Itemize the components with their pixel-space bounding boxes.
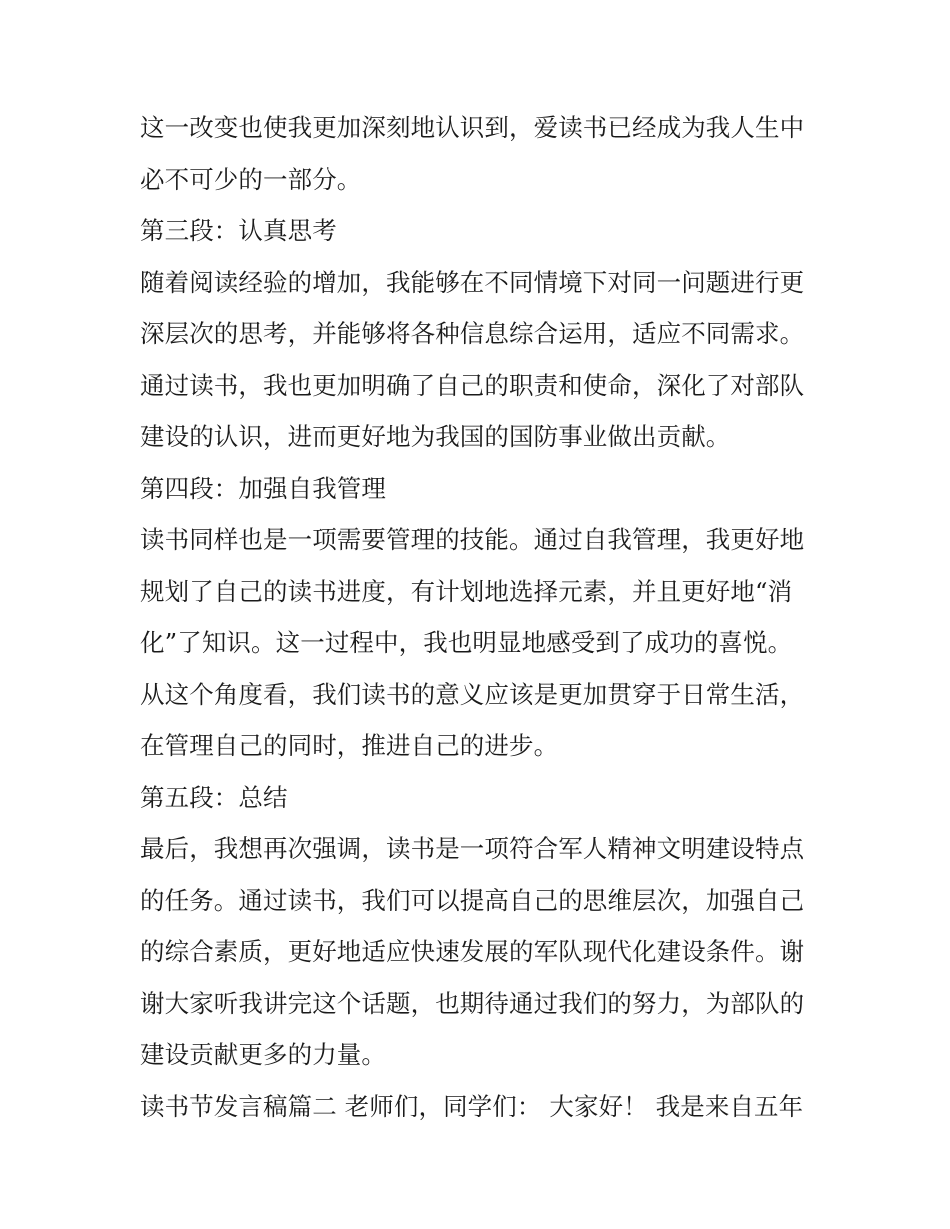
section-heading: 第三段：认真思考 [140, 216, 337, 245]
paragraph-line: 读书同样也是一项需要管理的技能。通过自我管理，我更好地 [140, 525, 805, 554]
paragraph-line: 建设的认识，进而更好地为我国的国防事业做出贡献。 [140, 422, 731, 451]
document-body [140, 102, 820, 1132]
paragraph-line: 规划了自己的读书进度，有计划地选择元素，并且更好地“消 [140, 576, 793, 606]
paragraph-line: 的综合素质，更好地适应快速发展的军队现代化建设条件。谢 [140, 937, 805, 966]
paragraph-line: 随着阅读经验的增加，我能够在不同情境下对同一问题进行更 [140, 267, 805, 297]
paragraph-line: 在管理自己的同时，推进自己的进步。 [140, 731, 559, 760]
paragraph-line: 深层次的思考，并能够将各种信息综合运用，适应不同需求。 [140, 319, 805, 348]
paragraph-line: 必不可少的一部分。 [140, 164, 362, 194]
paragraph-line: 建设贡献更多的力量。 [140, 1040, 386, 1069]
paragraph-line: 从这个角度看，我们读书的意义应该是更加贯穿于日常生活， [140, 679, 805, 709]
section-heading: 第四段：加强自我管理 [140, 473, 386, 503]
paragraph-line: 这一改变也使我更加深刻地认识到，爱读书已经成为我人生中 [140, 113, 805, 142]
paragraph-line: 通过读书，我也更加明确了自己的职责和使命，深化了对部队 [140, 370, 805, 400]
section-heading: 第五段：总结 [140, 782, 288, 812]
paragraph-line: 化”了知识。这一过程中，我也明显地感受到了成功的喜悦。 [140, 628, 793, 657]
paragraph-line: 的任务。通过读书，我们可以提高自己的思维层次，加强自己 [140, 885, 805, 915]
paragraph-line: 谢大家听我讲完这个话题，也期待通过我们的努力，为部队的 [140, 988, 805, 1018]
paragraph-line: 最后，我想再次强调，读书是一项符合军人精神文明建设特点 [140, 834, 805, 863]
paragraph-line: 读书节发言稿篇二 老师们，同学们： 大家好！ 我是来自五年 [140, 1091, 804, 1121]
